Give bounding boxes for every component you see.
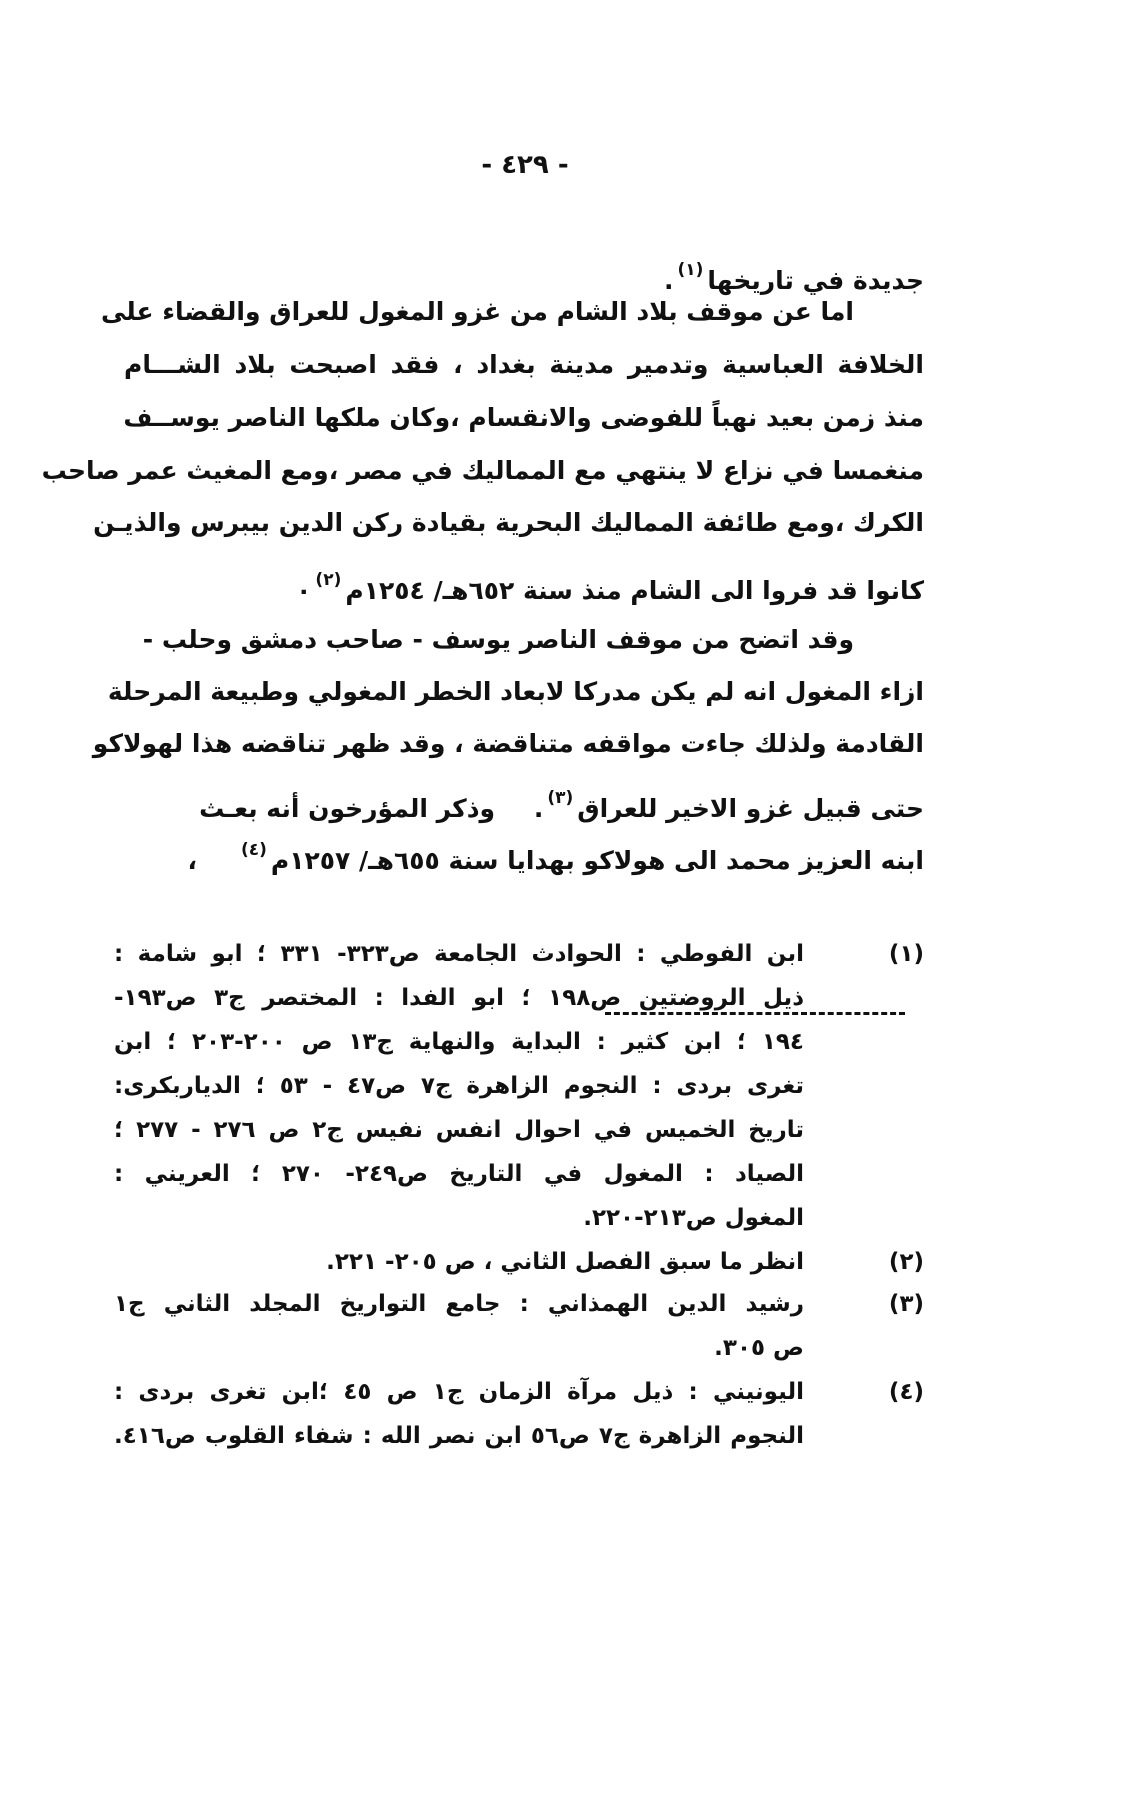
body-line-9: ازاء المغول انه لم يكن مدركا لابعاد الخطر المغولي وطبيعة المرحلة bbox=[107, 677, 924, 706]
body-line-7 bbox=[124, 560, 924, 611]
body-line-3: الخلافة العباسية وتدمير مدينة بغداد ، فقد اصبحت بلاد الشـــام bbox=[124, 350, 924, 379]
footnote-ref-1: (١) bbox=[677, 260, 704, 280]
footnote-ref-3: (٣) bbox=[547, 788, 574, 808]
page-number: - ٤٢٩ - bbox=[481, 150, 569, 180]
body-line-8: وقد اتضح من موقف الناصر يوسف - صاحب دمشق وحلب - bbox=[142, 625, 854, 654]
footnote-1-line-7: المغول ص٢١٣-٢٢٠. bbox=[583, 1205, 804, 1231]
footnote-number-2: (٢) bbox=[888, 1249, 924, 1275]
footnote-ref-2: (٢) bbox=[315, 570, 342, 590]
body-line-10: القادمة ولذلك جاءت مواقفه متناقضة ، وقد ظهر تناقضه هذا لهولاكو bbox=[92, 729, 924, 758]
punctuation: . bbox=[663, 266, 674, 295]
body-text: ابنه العزيز محمد الى هولاكو بهدايا سنة ٦٥٥هـ/ ١٢٥٧م bbox=[270, 846, 924, 875]
footnote-3-line-1: رشيد الدين الهمذاني : جامع التواريخ المجلد الثاني ج١ bbox=[114, 1291, 804, 1317]
body-text: كانوا قد فروا الى الشام منذ سنة ٦٥٢هـ/ ١٢٥٤م bbox=[345, 576, 924, 605]
body-line-4: منذ زمن بعيد نهباً للفوضى والانقسام ،وكان ملكها الناصر يوســف bbox=[123, 403, 924, 432]
body-line-2: اما عن موقف بلاد الشام من غزو المغول للعراق والقضاء على bbox=[100, 297, 854, 326]
punctuation: ٠ bbox=[296, 576, 312, 605]
footnote-1-line-1: ابن الفوطي : الحوادث الجامعة ص٣٢٣- ٣٣١ ؛ ابو شامة : bbox=[114, 941, 804, 967]
footnote-ref-4: (٤) bbox=[240, 840, 267, 860]
footnote-1-line-2: ذيل الروضتين ص١٩٨ ؛ ابو الفدا : المختصر ج٣ ص١٩٣- bbox=[114, 985, 805, 1011]
footnote-1-line-6: الصياد : المغول في التاريخ ص٢٤٩- ٢٧٠ ؛ العريني : bbox=[114, 1161, 804, 1187]
punctuation: . bbox=[533, 794, 544, 823]
footnote-number-4: (٤) bbox=[888, 1379, 924, 1405]
footnote-1-line-5: تاريخ الخميس في احوال انفس نفيس ج٢ ص ٢٧٦ - ٢٧٧ ؛ bbox=[114, 1117, 804, 1143]
footnote-4-line-2: النجوم الزاهرة ج٧ ص٥٦ ابن نصر الله : شفاء القلوب ص٤١٦. bbox=[114, 1423, 805, 1449]
footnote-1-line-3: ١٩٤ ؛ ابن كثير : البداية والنهاية ج١٣ ص ٢٠٠-٢٠٣ ؛ ابن bbox=[114, 1029, 804, 1055]
punctuation: ، bbox=[187, 846, 197, 875]
footnote-2-line-1: انظر ما سبق الفصل الثاني ، ص ٢٠٥- ٢٢١. bbox=[326, 1249, 804, 1275]
body-text: حتى قبيل غزو الاخير للعراق bbox=[577, 794, 924, 823]
footnote-3-line-2: ص ٣٠٥. bbox=[714, 1335, 804, 1361]
footnote-number-1: (١) bbox=[888, 941, 924, 967]
footnote-4-line-1: اليونيني : ذيل مرآة الزمان ج١ ص ٤٥ ؛ابن تغرى بردى : bbox=[114, 1379, 804, 1405]
body-line-12 bbox=[124, 830, 924, 881]
body-line-5: منغمسا في نزاع لا ينتهي مع المماليك في مصر ،ومع المغيث عمر صاحب bbox=[41, 456, 924, 485]
body-line-6: الكرك ،ومع طائفة المماليك البحرية بقيادة ركن الدين بيبرس والذيـن bbox=[93, 508, 924, 537]
body-text: جديدة في تاريخها bbox=[707, 266, 924, 295]
body-line-11 bbox=[124, 778, 924, 829]
footnote-1-line-4: تغرى بردى : النجوم الزاهرة ج٧ ص٤٧ - ٥٣ ؛ الدياربكرى: bbox=[114, 1073, 804, 1099]
body-text: وذكر المؤرخون أنه بعـث bbox=[199, 794, 496, 823]
footnote-number-3: (٣) bbox=[888, 1291, 924, 1317]
